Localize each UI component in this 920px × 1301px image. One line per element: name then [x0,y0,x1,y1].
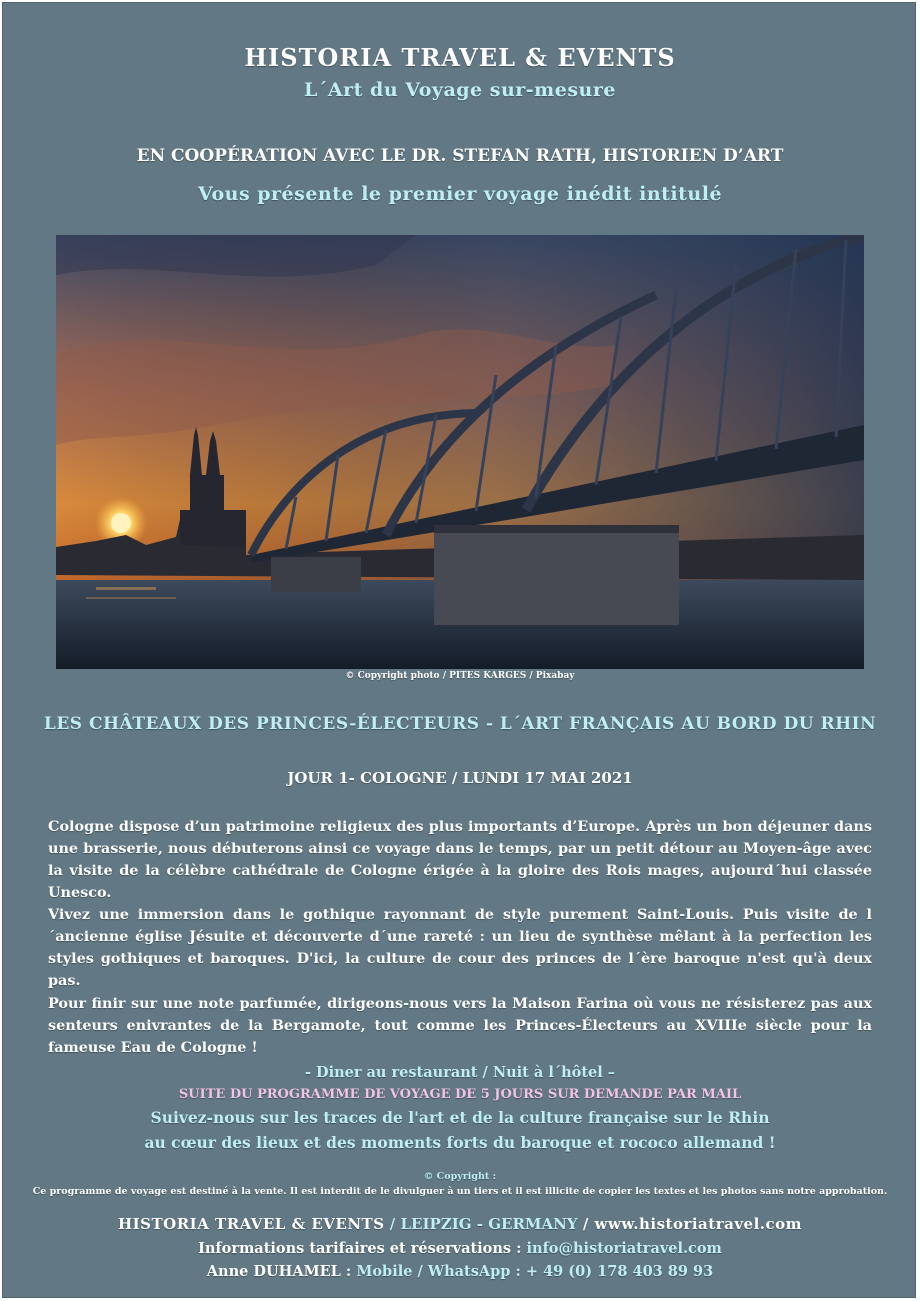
footer-website[interactable]: / www.historiatravel.com [582,1215,803,1233]
dinner-line: - Diner au restaurant / Nuit à l´hôtel – [304,1064,616,1081]
follow-line-1: Suivez-nous sur les traces de l'art et de la culture française sur le Rhin [150,1108,770,1127]
company-title: HISTORIA TRAVEL & EVENTS [244,43,676,72]
footer-email[interactable]: info@historiatravel.com [526,1240,722,1257]
program-request-line: SUITE DU PROGRAMME DE VOYAGE DE 5 JOURS SUR DEMANDE PAR MAIL [178,1087,742,1102]
company-tagline: L´Art du Voyage sur-mesure [304,79,616,101]
tour-title: LES CHÂTEAUX DES PRINCES-ÉLECTEURS - L´ART FRANÇAIS AU BORD DU RHIN [43,714,877,734]
photo-credit: © Copyright photo / PITES KARGES / Pixabay [345,671,575,681]
paragraph-gothic: Vivez une immersion dans le gothique rayonnant de style purement Saint-Louis. Puis visite de l´ancienne église Jésuite et découverte d´une rareté : un lieu de synthèse mêlant à la perfection les styles gothiques et baroques. D'ici, la culture de cour des princes de l´ère baroque n'est qu'à deux pas. [48,906,872,989]
footer-phone[interactable]: Mobile / WhatsApp : + 49 (0) 178 403 89 93 [356,1263,714,1280]
footer-company-line [3,1215,917,1233]
cologne-bridge-photo [56,235,864,669]
follow-line-2: au cœur des lieux et des moments forts du baroque et rococo allemand ! [144,1133,776,1152]
footer-contact-name: Anne DUHAMEL : [206,1263,357,1280]
cooperation-line: EN COOPÉRATION AVEC LE DR. STEFAN RATH, HISTORIEN D’ART [136,146,784,166]
copyright-text: Ce programme de voyage est destiné à la vente. Il est interdit de le divulguer à un tiers et il est illicite de copier les textes et les photos sans notre approbation. [32,1186,888,1197]
footer-info-label: Informations tarifaires et réservations : [198,1240,527,1257]
day-heading: JOUR 1- COLOGNE / LUNDI 17 MAI 2021 [287,769,633,787]
footer-contact-line [3,1263,917,1280]
copyright-heading: © Copyright : [423,1171,497,1182]
flyer-page [2,2,916,1298]
footer-company: HISTORIA TRAVEL & EVENTS [117,1215,385,1233]
footer-info-line [3,1240,917,1257]
paragraph-cologne: Cologne dispose d’un patrimoine religieux des plus importants d’Europe. Après un bon déjeuner dans une brasserie, nous débuterons ainsi ce voyage dans le temps, par un petit détour au Moyen-âge avec la visite de la célèbre cathédrale de Cologne érigée à la gloire des Rois mages, aujourd´hui classée Unesco. [48,818,872,901]
footer-location: / LEIPZIG - GERMANY [384,1215,583,1233]
paragraph-farina: Pour finir sur une note parfumée, dirigeons-nous vers la Maison Farina où vous ne résisterez pas aux senteurs enivrantes de la Bergamote, tout comme les Princes-Électeurs au XVIIIe siècle pour la fameuse Eau de Cologne ! [48,995,872,1056]
presents-line: Vous présente le premier voyage inédit intitulé [197,183,723,205]
